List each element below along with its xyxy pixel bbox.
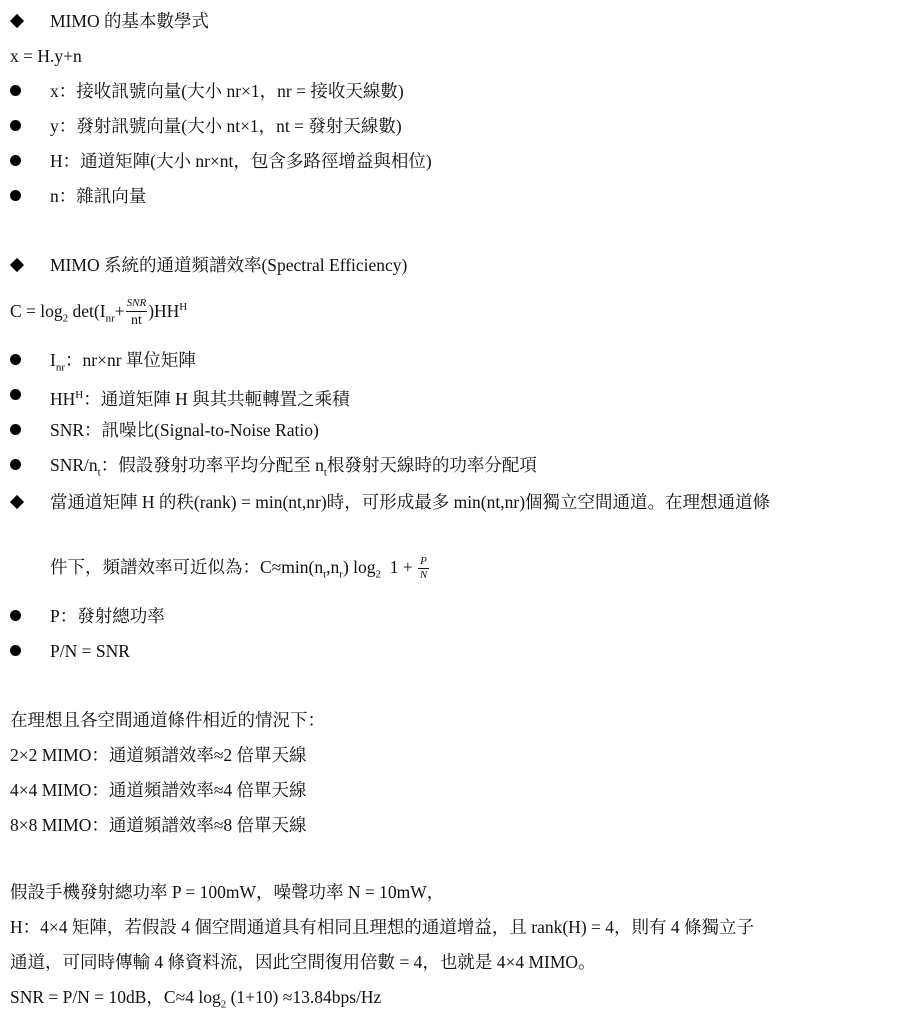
mimo-8x8-line: 8×8 MIMO：通道頻譜效率≈8 倍單天線 — [10, 815, 307, 835]
diamond-bullet-icon — [10, 9, 34, 31]
dot-bullet-icon — [10, 149, 34, 171]
approx-capacity: 件下，頻譜效率可近似為：$C\approx\min(n_t,n_r)$ $\log_2 1$ + $\frac{P}{N}$ — [50, 555, 428, 582]
p-over-n-fraction: $\frac{P}{N}$ — [419, 555, 428, 582]
bullet-pn: P/N = SNR — [50, 641, 130, 661]
bullet-snr: SNR：訊噪比(Signal-to-Noise Ratio) — [50, 420, 319, 440]
example-capacity: SNR = P/N = 10dB，C≈4 $\log_2 (1+10) \approx 13.84bps/Hz$ — [10, 987, 382, 1011]
equation-capacity: $C = \log_2 \det(I_{nr}+$ $\frac{\text{SNR}}{nt}$ )$HH^H$ — [10, 296, 188, 328]
mimo-2x2-line: 2×2 MIMO：通道頻譜效率≈2 倍單天線 — [10, 745, 307, 765]
example-power: 假設手機發射總功率 P = 100mW，噪聲功率 N = 10mW， — [10, 882, 445, 902]
bullet-h: H：通道矩陣(大小 nr×nt，包含多路徑增益與相位) — [50, 151, 432, 171]
bullet-x: x：接收訊號向量(大小 nr×1，nr = 接收天線數) — [50, 81, 404, 101]
mimo-4x4-line: 4×4 MIMO：通道頻譜效率≈4 倍單天線 — [10, 780, 307, 800]
bullet-snr-nt: SNR/$n_t$：假設發射功率平均分配至 $n_t$根發射天線時的功率分配項 — [50, 455, 537, 479]
bullet-identity: $I_{nr}$：nr×nr 單位矩陣 — [50, 350, 196, 374]
ideal-intro: 在理想且各空間通道條件相近的情況下： — [10, 710, 325, 730]
dot-bullet-icon — [10, 604, 34, 626]
dot-bullet-icon — [10, 383, 34, 405]
dot-bullet-icon — [10, 453, 34, 475]
dot-bullet-icon — [10, 114, 34, 136]
rank-paragraph: 當通道矩陣 H 的秩(rank) = min(nt,nr)時，可形成最多 min(nt,nr)個獨立空間通道。在理想通道條 — [50, 492, 771, 512]
diamond-bullet-icon — [10, 253, 34, 275]
section-title-mimo-basic: MIMO 的基本數學式 — [50, 11, 209, 31]
diamond-bullet-icon — [10, 490, 34, 512]
bullet-y: y：發射訊號向量(大小 nt×1，nt = 發射天線數) — [50, 116, 402, 136]
bullet-p: P：發射總功率 — [50, 606, 165, 626]
bullet-n: n：雜訊向量 — [50, 186, 147, 206]
bullet-hh: $HH^H$：通道矩陣 H 與其共軛轉置之乘積 — [50, 388, 350, 409]
dot-bullet-icon — [10, 418, 34, 440]
dot-bullet-icon — [10, 348, 34, 370]
snr-fraction: $\frac{\text{SNR}}{nt}$ — [126, 296, 147, 328]
dot-bullet-icon — [10, 639, 34, 661]
dot-bullet-icon — [10, 184, 34, 206]
example-matrix: H：4×4 矩陣，若假設 4 個空間通道具有相同且理想的通道增益，且 rank(H) = 4，則有 4 條獨立子 — [10, 917, 755, 937]
example-streams: 通道，可同時傳輸 4 條資料流，因此空間復用倍數 = 4，也就是 4×4 MIMO。 — [10, 952, 596, 972]
section-title-spectral-efficiency: MIMO 系統的通道頻譜效率(Spectral Efficiency) — [50, 255, 408, 275]
dot-bullet-icon — [10, 79, 34, 101]
equation-basic: x = H.y+n — [10, 46, 82, 66]
